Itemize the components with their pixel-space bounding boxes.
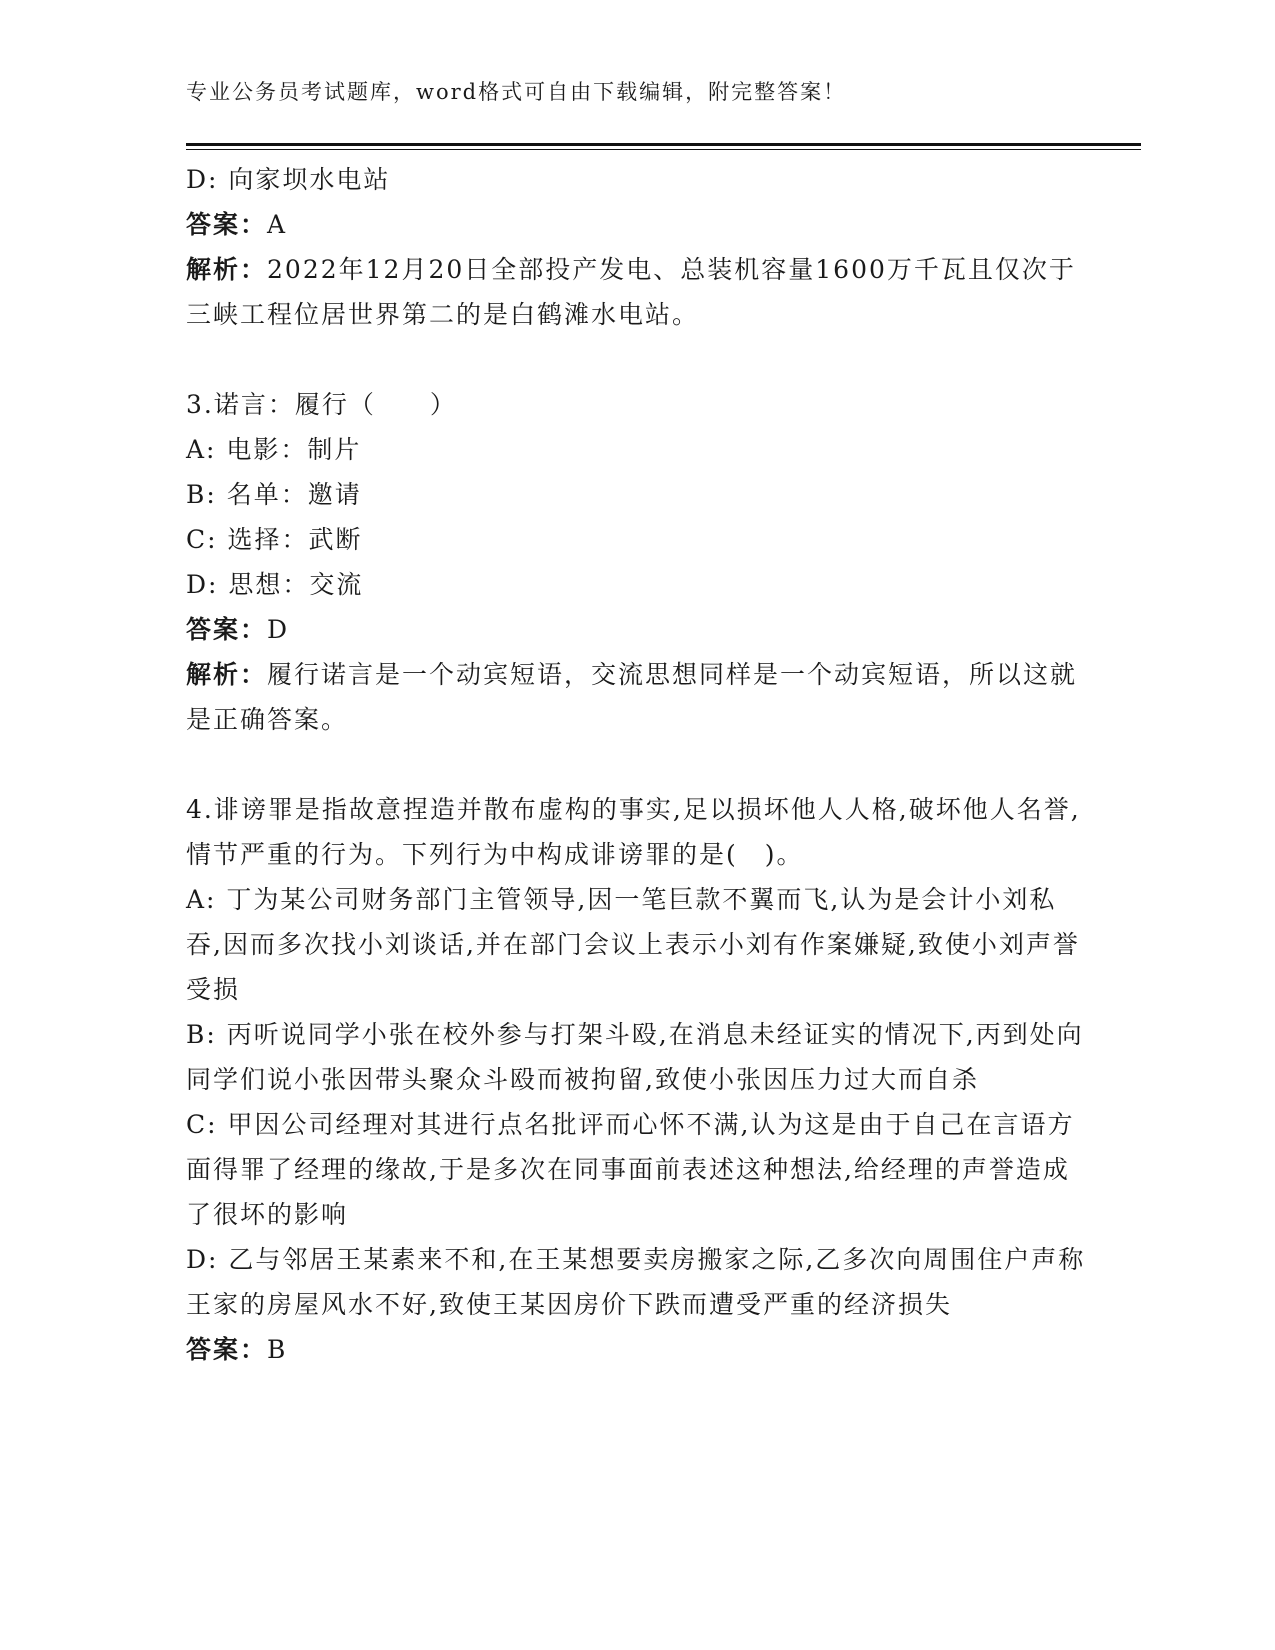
header-rule-thick: [186, 143, 1141, 146]
page-header: 专业公务员考试题库，word格式可自由下载编辑，附完整答案！: [186, 80, 847, 104]
analysis-text: 履行诺言是一个动宾短语，交流思想同样是一个动宾短语，所以这就是正确答案。: [186, 660, 1078, 734]
q4-stem: 4.诽谤罪是指故意捏造并散布虚构的事实,足以损坏他人人格,破坏他人名誉,情节严重的行为。下列行为中构成诽谤罪的是( )。: [186, 795, 1081, 869]
q4-option-b: B: 丙听说同学小张在校外参与打架斗殴,在消息未经证实的情况下,丙到处向同学们说小张因带头聚众斗殴而被拘留,致使小张因压力过大而自杀: [186, 1020, 1084, 1094]
document-body: [186, 157, 1086, 1372]
q3-option-a: A: 电影：制片: [186, 435, 362, 464]
q2-answer: [186, 202, 1086, 247]
q3-analysis: [186, 652, 1086, 742]
q3-option-c: C: 选择：武断: [186, 525, 363, 554]
analysis-label: 解析：: [186, 255, 268, 284]
q2-analysis: [186, 247, 1086, 337]
answer-label: 答案：: [186, 210, 268, 239]
spacer: [186, 742, 1086, 787]
answer-value: D: [267, 615, 290, 644]
analysis-text: 2022年12月20日全部投产发电、总装机容量1600万千瓦且仅次于三峡工程位居世界第二的是白鹤滩水电站。: [186, 255, 1076, 329]
answer-value: A: [267, 210, 288, 239]
spacer: [186, 337, 1086, 382]
q4-answer: [186, 1327, 1086, 1372]
q4-option-d: D: 乙与邻居王某素来不和,在王某想要卖房搬家之际,乙多次向周围住户声称王家的房屋风水不好,致使王某因房价下跌而遭受严重的经济损失: [186, 1245, 1086, 1319]
q3-answer: [186, 607, 1086, 652]
answer-label: 答案：: [186, 615, 268, 644]
q2-option-d: D: 向家坝水电站: [186, 165, 391, 194]
q3-option-d: D: 思想：交流: [186, 570, 364, 599]
analysis-label: 解析：: [186, 660, 268, 689]
answer-label: 答案：: [186, 1335, 268, 1364]
header-rule-thin: [186, 149, 1141, 150]
q3-stem: 3.诺言：履行（ ）: [186, 390, 457, 419]
q3-option-b: B: 名单：邀请: [186, 480, 362, 509]
q4-option-c: C: 甲因公司经理对其进行点名批评而心怀不满,认为这是由于自己在言语方面得罪了经理的缘故,于是多次在同事面前表述这种想法,给经理的声誉造成了很坏的影响: [186, 1110, 1075, 1229]
q4-option-a: A: 丁为某公司财务部门主管领导,因一笔巨款不翼而飞,认为是会计小刘私吞,因而多次找小刘谈话,并在部门会议上表示小刘有作案嫌疑,致使小刘声誉受损: [186, 885, 1080, 1004]
answer-value: B: [267, 1335, 288, 1364]
